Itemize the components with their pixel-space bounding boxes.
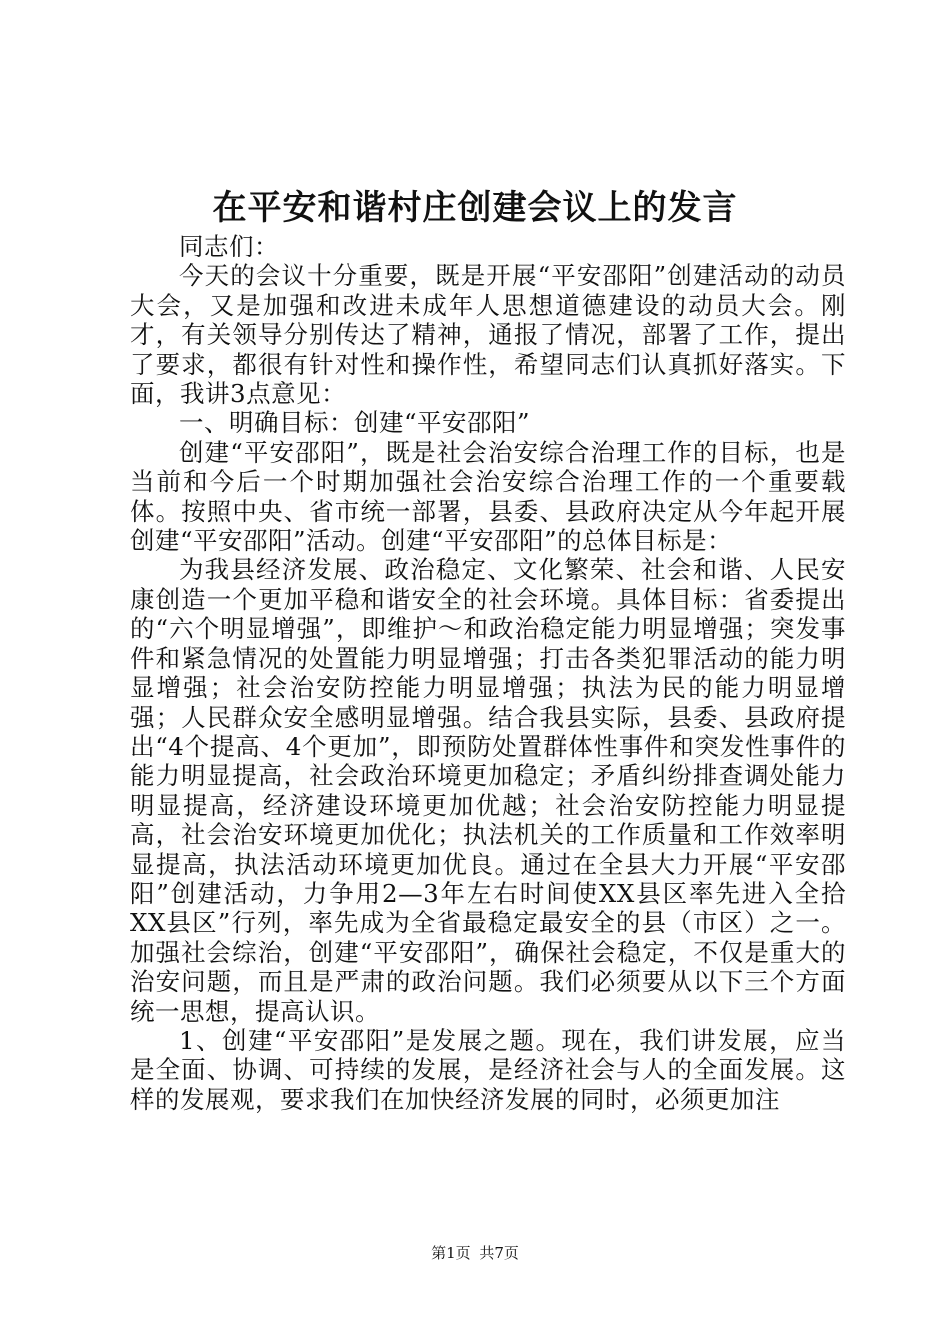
document-title: 在平安和谐村庄创建会议上的发言: [212, 188, 738, 228]
document-body: [130, 232, 846, 1114]
page-footer: [0, 1243, 950, 1263]
paragraph: 创建“平安邵阳”，既是社会治安综合治理工作的目标，也是当前和今后一个时期加强社会治安综合治理工作的一个重要载体。按照中央、省市统一部署，县委、县政府决定从今年起开展创建“平安邵阳”活动。创建“平安邵阳”的总体目标是：: [130, 437, 846, 556]
paragraph: 1、创建“平安邵阳”是发展之题。现在，我们讲发展，应当是全面、协调、可持续的发展，是经济社会与人的全面发展。这样的发展观，要求我们在加快经济发展的同时，必须更加注: [130, 1025, 846, 1114]
section-heading-1: 一、明确目标：创建“平安邵阳”: [179, 408, 531, 438]
page-number: 第1页: [431, 1244, 471, 1262]
paragraph-intro: 今天的会议十分重要，既是开展“平安邵阳”创建活动的动员大会，又是加强和改进未成年人思想道德建设的动员大会。刚才，有关领导分别传达了精神，通报了情况，部署了工作，提出了要求，都很有针对性和操作性，希望同志们认真抓好落实。下面，我讲3点意见：: [130, 261, 846, 409]
page-total: 共7页: [479, 1244, 519, 1262]
paragraph-salutation: 同志们：: [179, 232, 279, 261]
paragraph: 为我县经济发展、政治稳定、文化繁荣、社会和谐、人民安康创造一个更加平稳和谐安全的社会环境。具体目标：省委提出的“六个明显增强”，即维护～和政治稳定能力明显增强；突发事件和紧急情况的处置能力明显增强；打击各类犯罪活动的能力明显增强；社会治安防控能力明显增强；执法为民的能力明显增强；人民群众安全感明显增强。结合我县实际，县委、县政府提出“4个提高、4个更加”，即预防处置群体性事件和突发性事件的能力明显提高，社会政治环境更加稳定；矛盾纠纷排查调处能力明显提高，经济建设环境更加优越；社会治安防控能力明显提高，社会治安环境更加优化；执法机关的工作质量和工作效率明显提高，执法活动环境更加优良。通过在全县大力开展“平安邵阳”创建活动，力争用2—3年左右时间使XX县区率先进入全拾XX县区”行列，率先成为全省最稳定最安全的县（市区）之一。加强社会综治，创建“平安邵阳”，确保社会稳定，不仅是重大的治安问题，而且是严肃的政治问题。我们必须要从以下三个方面统一思想，提高认识。: [130, 555, 846, 1026]
